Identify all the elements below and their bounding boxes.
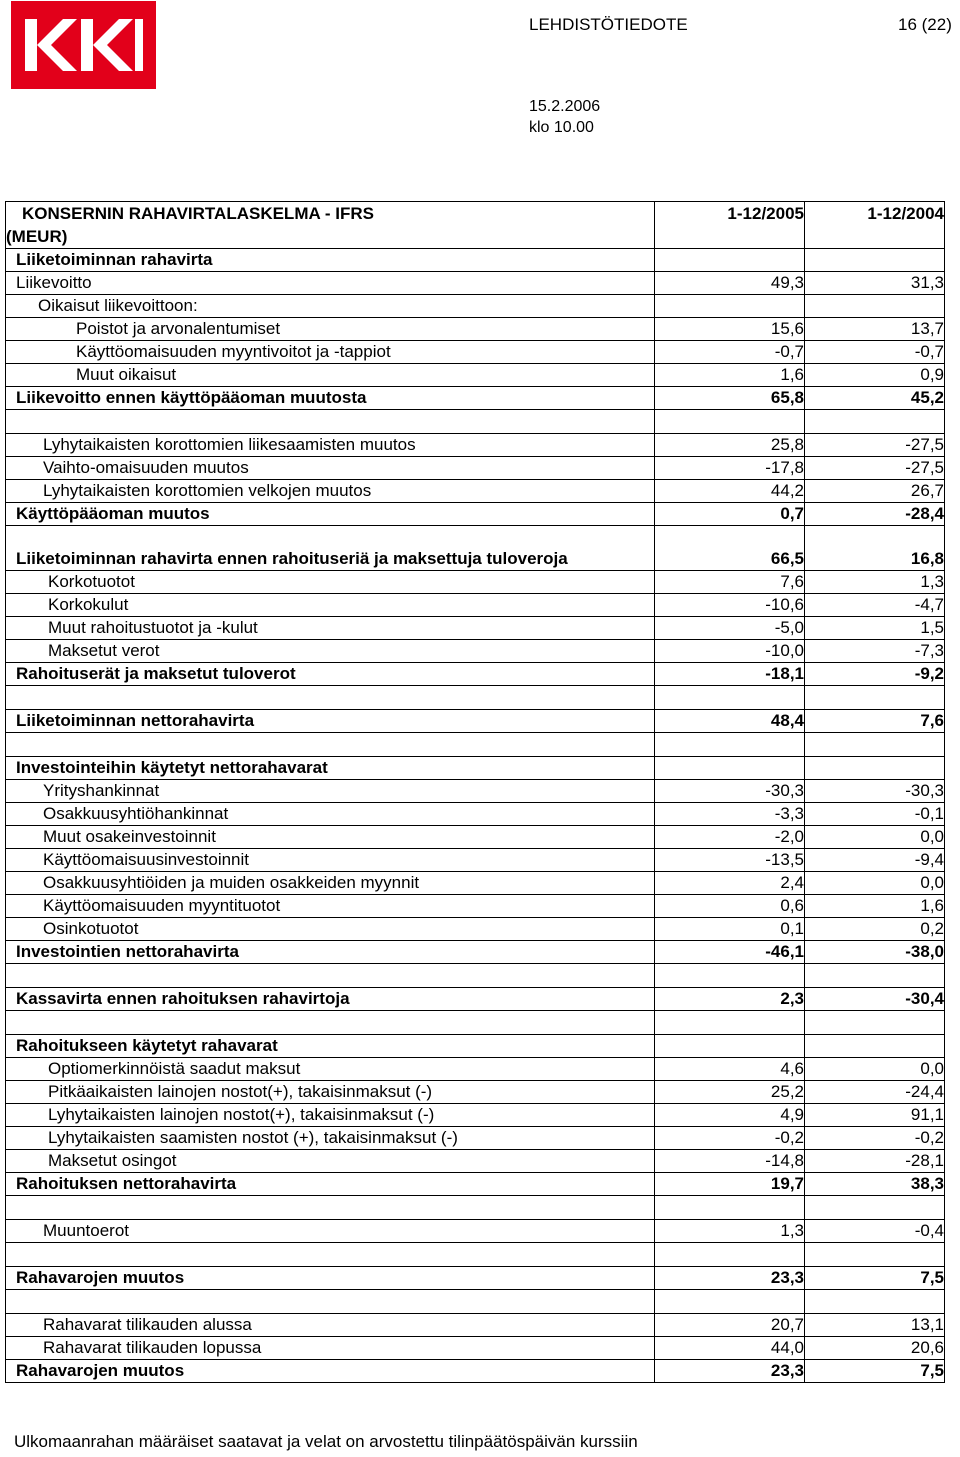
row-label: Poistot ja arvonalentumiset [6,318,655,341]
value-2005: 2,3 [655,988,805,1011]
row-label: Kassavirta ennen rahoituksen rahavirtoja [6,988,655,1011]
value-2005: -30,3 [655,780,805,803]
row-label: Pitkäaikaisten lainojen nostot(+), takaisinmaksut (-) [6,1081,655,1104]
row-label: Liikevoitto ennen käyttöpääoman muutosta [6,387,655,410]
row-label: Osinkotuotot [6,918,655,941]
row-label: Muuntoerot [6,1220,655,1243]
row-label [6,1243,655,1267]
value-2005: -0,7 [655,341,805,364]
value-2004 [805,410,945,434]
row-label: Muut oikaisut [6,364,655,387]
value-2004: 20,6 [805,1337,945,1360]
row-label [6,964,655,988]
table-row [6,849,945,872]
value-2004 [805,1290,945,1314]
table-row [6,571,945,594]
table-spacer-row [6,1011,945,1035]
table-row [6,1337,945,1360]
value-2005: 19,7 [655,1173,805,1196]
value-2005 [655,410,805,434]
value-2005 [655,1011,805,1035]
row-label: Liiketoiminnan nettorahavirta [6,710,655,733]
row-label: Korkotuotot [6,571,655,594]
value-2005: 65,8 [655,387,805,410]
value-2005: 0,1 [655,918,805,941]
value-2004: 26,7 [805,480,945,503]
table-spacer-row [6,964,945,988]
column-header-2004: 1-12/2004 [805,202,945,249]
row-label: Yrityshankinnat [6,780,655,803]
row-label: Osakkuusyhtiöiden ja muiden osakkeiden myynnit [6,872,655,895]
row-label: Liikevoitto [6,272,655,295]
row-label: Lyhytaikaisten korottomien velkojen muutos [6,480,655,503]
row-label: Käyttöpääoman muutos [6,503,655,526]
value-2004: -9,2 [805,663,945,686]
value-2004: 0,2 [805,918,945,941]
row-label: Vaihto-omaisuuden muutos [6,457,655,480]
value-2004 [805,1011,945,1035]
row-label [6,1290,655,1314]
value-2005: -14,8 [655,1150,805,1173]
value-2004: 7,5 [805,1360,945,1383]
value-2005: 44,2 [655,480,805,503]
table-row [6,1267,945,1290]
value-2004: -38,0 [805,941,945,964]
value-2004: -4,7 [805,594,945,617]
value-2005: 44,0 [655,1337,805,1360]
value-2005 [655,1035,805,1058]
value-2004: -30,4 [805,988,945,1011]
row-label: Korkokulut [6,594,655,617]
row-label: Käyttöomaisuuden myyntivoitot ja -tappiot [6,341,655,364]
table-row [6,1035,945,1058]
row-label: Optiomerkinnöistä saadut maksut [6,1058,655,1081]
table-row [6,617,945,640]
company-logo [11,1,156,89]
table-row [6,1173,945,1196]
value-2005: 1,6 [655,364,805,387]
table-row [6,826,945,849]
value-2005 [655,1243,805,1267]
row-label: Rahoituksen nettorahavirta [6,1173,655,1196]
footnote: Ulkomaanrahan määräiset saatavat ja velat on arvostettu tilinpäätöspäivän kurssiin [14,1432,638,1451]
value-2005: 0,7 [655,503,805,526]
value-2004: -9,4 [805,849,945,872]
value-2005: -3,3 [655,803,805,826]
value-2004: -28,4 [805,503,945,526]
row-label [6,1011,655,1035]
table-spacer-row [6,1196,945,1220]
table-row [6,895,945,918]
value-2004: 31,3 [805,272,945,295]
value-2004: 16,8 [805,526,945,571]
row-label: Liiketoiminnan rahavirta ennen rahoituseriä ja maksettuja tuloveroja [6,526,655,571]
value-2005 [655,733,805,757]
value-2005: -10,0 [655,640,805,663]
table-row [6,387,945,410]
value-2004: 7,6 [805,710,945,733]
table-spacer-row [6,686,945,710]
value-2004: 91,1 [805,1104,945,1127]
value-2004 [805,686,945,710]
table-row [6,1150,945,1173]
table-row [6,526,945,571]
table-row [6,663,945,686]
table-row [6,1104,945,1127]
table-row [6,480,945,503]
value-2005: 49,3 [655,272,805,295]
value-2004: 13,7 [805,318,945,341]
value-2005: 66,5 [655,526,805,571]
value-2004: 13,1 [805,1314,945,1337]
value-2004: 0,0 [805,1058,945,1081]
row-label [6,733,655,757]
row-label [6,1196,655,1220]
table-row [6,1314,945,1337]
value-2005 [655,757,805,780]
table-row [6,503,945,526]
value-2005: -13,5 [655,849,805,872]
value-2005: 20,7 [655,1314,805,1337]
row-label: Lyhytaikaisten korottomien liikesaamisten muutos [6,434,655,457]
value-2004: 45,2 [805,387,945,410]
table-row [6,988,945,1011]
value-2005: 0,6 [655,895,805,918]
value-2005 [655,295,805,318]
value-2005: 4,6 [655,1058,805,1081]
kk-logo-icon [11,1,156,89]
table-spacer-row [6,733,945,757]
row-label: Rahavarat tilikauden lopussa [6,1337,655,1360]
table-row [6,918,945,941]
value-2005 [655,686,805,710]
column-header-2005: 1-12/2005 [655,202,805,249]
table-row [6,318,945,341]
value-2004 [805,733,945,757]
value-2005: 25,8 [655,434,805,457]
row-label: Rahavarojen muutos [6,1267,655,1290]
table-spacer-row [6,410,945,434]
value-2004 [805,249,945,272]
row-label [6,686,655,710]
row-label: Käyttöomaisuusinvestoinnit [6,849,655,872]
value-2005: 25,2 [655,1081,805,1104]
table-row [6,249,945,272]
table-row [6,364,945,387]
value-2005: -0,2 [655,1127,805,1150]
value-2004: 38,3 [805,1173,945,1196]
row-label: Käyttöomaisuuden myyntituotot [6,895,655,918]
row-label: Oikaisut liikevoittoon: [6,295,655,318]
value-2005 [655,1196,805,1220]
value-2004 [805,1196,945,1220]
value-2005: -17,8 [655,457,805,480]
table-row [6,1360,945,1383]
release-date: 15.2.2006 [529,98,601,115]
value-2004: -0,1 [805,803,945,826]
row-label: Lyhytaikaisten saamisten nostot (+), takaisinmaksut (-) [6,1127,655,1150]
row-label: Investointeihin käytetyt nettorahavarat [6,757,655,780]
row-label: Rahavarat tilikauden alussa [6,1314,655,1337]
document-type-label: LEHDISTÖTIEDOTE [529,15,688,34]
value-2005 [655,1290,805,1314]
value-2004 [805,295,945,318]
value-2005: -18,1 [655,663,805,686]
value-2005: 23,3 [655,1360,805,1383]
table-header-row [6,202,945,227]
table-row [6,341,945,364]
table-row [6,272,945,295]
value-2004 [805,1035,945,1058]
value-2004: -27,5 [805,457,945,480]
value-2004: 7,5 [805,1267,945,1290]
value-2004 [805,964,945,988]
table-row [6,640,945,663]
row-label: Rahoitukseen käytetyt rahavarat [6,1035,655,1058]
value-2004: 0,9 [805,364,945,387]
value-2005: 4,9 [655,1104,805,1127]
value-2005: 23,3 [655,1267,805,1290]
table-row [6,295,945,318]
table-row [6,803,945,826]
value-2004 [805,1243,945,1267]
row-label: Investointien nettorahavirta [6,941,655,964]
value-2005: -5,0 [655,617,805,640]
row-label: Maksetut verot [6,640,655,663]
value-2004: 0,0 [805,826,945,849]
table-row [6,757,945,780]
value-2004: -27,5 [805,434,945,457]
row-label: Muut rahoitustuotot ja -kulut [6,617,655,640]
table-spacer-row [6,1243,945,1267]
value-2004: 1,3 [805,571,945,594]
row-label: Rahavarojen muutos [6,1360,655,1383]
row-label: Osakkuusyhtiöhankinnat [6,803,655,826]
value-2004: -0,7 [805,341,945,364]
table-title: KONSERNIN RAHAVIRTALASKELMA - IFRS [6,202,655,227]
value-2005: 15,6 [655,318,805,341]
table-unit: (MEUR) [6,226,655,249]
table-row [6,710,945,733]
table-row [6,1220,945,1243]
row-label: Muut osakeinvestoinnit [6,826,655,849]
value-2005: 1,3 [655,1220,805,1243]
page-number: 16 (22) [898,15,952,34]
value-2005: 2,4 [655,872,805,895]
row-label: Lyhytaikaisten lainojen nostot(+), takaisinmaksut (-) [6,1104,655,1127]
table-row [6,941,945,964]
table-row [6,872,945,895]
value-2004: -30,3 [805,780,945,803]
table-row [6,594,945,617]
value-2004: 1,6 [805,895,945,918]
value-2004: -7,3 [805,640,945,663]
row-label: Rahoituserät ja maksetut tuloverot [6,663,655,686]
table-row [6,457,945,480]
table-row [6,434,945,457]
row-label: Maksetut osingot [6,1150,655,1173]
cash-flow-statement-table [5,201,945,1383]
value-2005 [655,249,805,272]
value-2004: -0,2 [805,1127,945,1150]
value-2004: -0,4 [805,1220,945,1243]
value-2004 [805,757,945,780]
value-2004: -24,4 [805,1081,945,1104]
value-2004: 0,0 [805,872,945,895]
value-2004: 1,5 [805,617,945,640]
table-spacer-row [6,1290,945,1314]
value-2005: 48,4 [655,710,805,733]
value-2005: -10,6 [655,594,805,617]
value-2004: -28,1 [805,1150,945,1173]
value-2005 [655,964,805,988]
table-row [6,780,945,803]
table-row [6,1058,945,1081]
table-row [6,1081,945,1104]
row-label: Liiketoiminnan rahavirta [6,249,655,272]
table-row [6,1127,945,1150]
release-time: klo 10.00 [529,119,594,136]
row-label [6,410,655,434]
value-2005: -46,1 [655,941,805,964]
value-2005: -2,0 [655,826,805,849]
value-2005: 7,6 [655,571,805,594]
